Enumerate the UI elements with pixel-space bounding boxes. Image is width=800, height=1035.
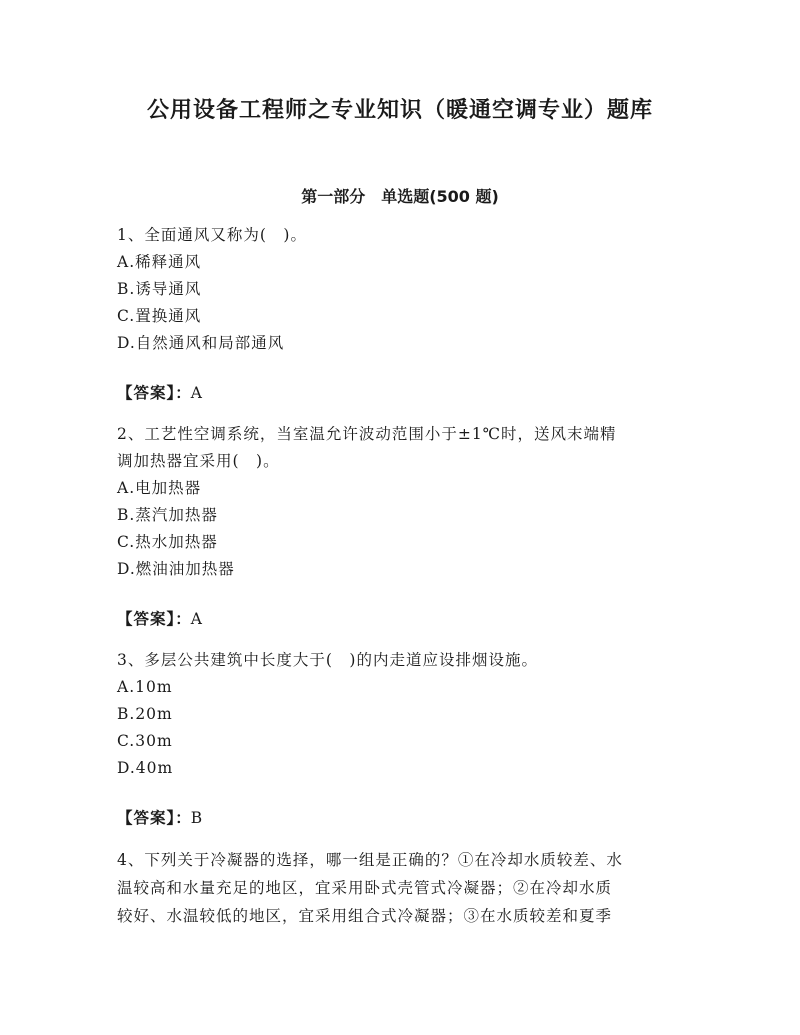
question-list [117, 222, 677, 930]
answer-separator: ： [175, 384, 191, 402]
option-b: B.诱导通风 [117, 280, 202, 298]
option-a: A.电加热器 [117, 479, 202, 497]
answer-line [117, 379, 677, 407]
option-d: D.40m [117, 759, 174, 777]
option-c: C.30m [117, 732, 173, 750]
answer-value: B [190, 809, 203, 827]
section-title: 第一部分 单选题(500 题) [301, 187, 499, 206]
answer-line [117, 804, 677, 832]
question-stem: 1、全面通风又称为( )。 [117, 226, 307, 244]
question-4 [117, 846, 677, 930]
question-stem: 温较高和水量充足的地区，宜采用卧式壳管式冷凝器；②在冷却水质 [117, 879, 613, 897]
option-a: A.10m [117, 678, 173, 696]
option-d: D.燃油油加热器 [117, 560, 235, 578]
question-2 [117, 421, 677, 647]
answer-value: A [190, 384, 202, 402]
answer-label: 【答案】 [117, 809, 176, 827]
question-3 [117, 647, 677, 846]
option-c: C.热水加热器 [117, 533, 218, 551]
question-stem: 4、下列关于冷凝器的选择，哪一组是正确的？①在冷却水质较差、水 [117, 851, 623, 869]
option-b: B.蒸汽加热器 [117, 506, 218, 524]
answer-value: A [190, 610, 202, 628]
option-b: B.20m [117, 705, 173, 723]
answer-label: 【答案】 [117, 610, 176, 628]
question-1 [117, 222, 677, 421]
option-a: A.稀释通风 [117, 253, 202, 271]
answer-line [117, 605, 677, 633]
document-title: 公用设备工程师之专业知识（暖通空调专业）题库 [146, 98, 653, 123]
question-stem: 较好、水温较低的地区，宜采用组合式冷凝器；③在水质较差和夏季 [117, 907, 613, 925]
answer-label: 【答案】 [117, 384, 176, 402]
question-stem: 3、多层公共建筑中长度大于( )的内走道应设排烟设施。 [117, 651, 538, 669]
option-c: C.置换通风 [117, 307, 202, 325]
question-stem: 调加热器宜采用( )。 [117, 452, 280, 470]
question-stem: 2、工艺性空调系统，当室温允许波动范围小于±1℃时，送风末端精 [117, 425, 617, 443]
answer-separator: ： [175, 809, 191, 827]
option-d: D.自然通风和局部通风 [117, 334, 285, 352]
answer-separator: ： [175, 610, 191, 628]
